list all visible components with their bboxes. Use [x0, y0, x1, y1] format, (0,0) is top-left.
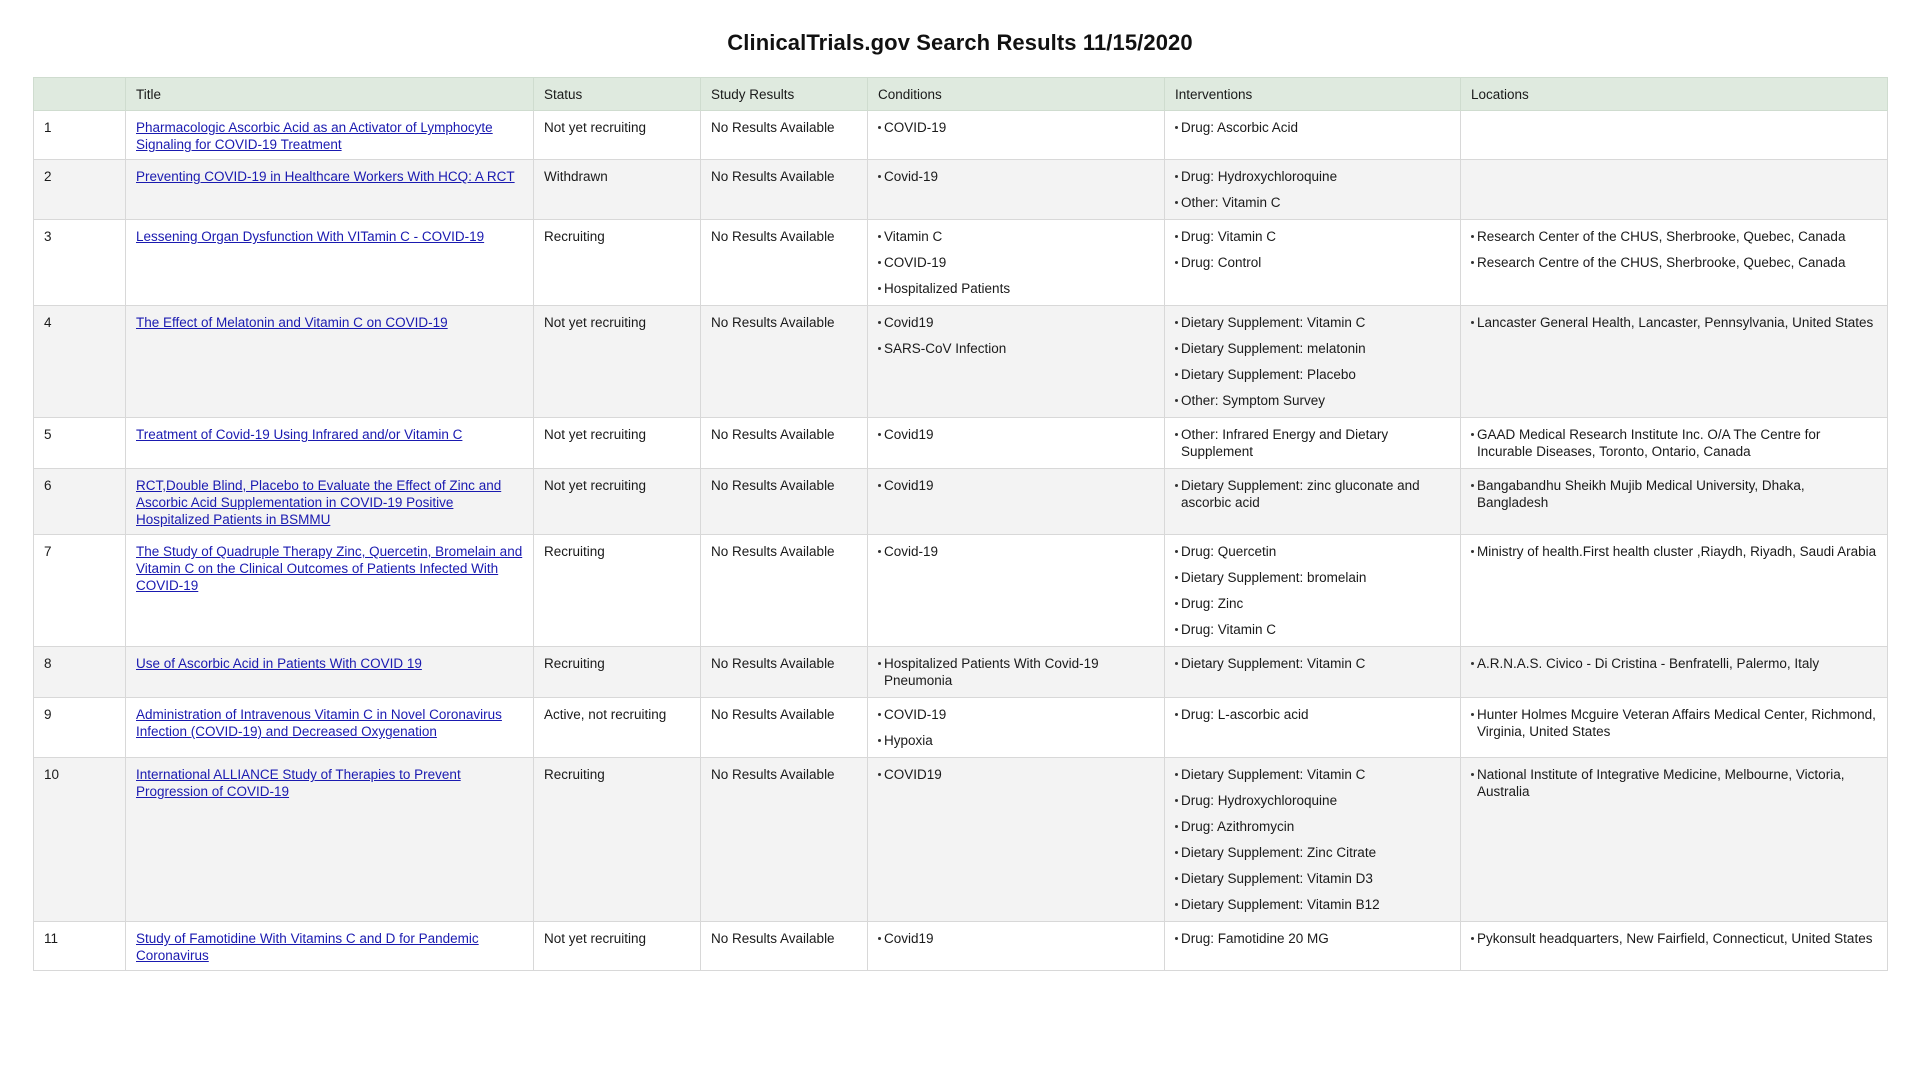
- table-body: [34, 111, 1888, 971]
- condition-item: COVID-19: [878, 254, 1154, 271]
- locations-cell-list: [1471, 228, 1877, 271]
- conditions-cell-list: [878, 314, 1154, 357]
- study-results-cell: No Results Available: [701, 647, 868, 698]
- conditions-cell: [868, 160, 1165, 220]
- trial-title-link[interactable]: Treatment of Covid-19 Using Infrared and/or Vitamin C: [136, 427, 463, 442]
- study-results-cell: No Results Available: [701, 698, 868, 758]
- interventions-cell: [1165, 418, 1461, 469]
- location-item: Research Centre of the CHUS, Sherbrooke, Quebec, Canada: [1471, 254, 1877, 271]
- column-header-study-results: Study Results: [701, 78, 868, 111]
- conditions-cell: [868, 647, 1165, 698]
- locations-cell: [1461, 535, 1888, 647]
- conditions-cell: [868, 535, 1165, 647]
- intervention-item: Dietary Supplement: melatonin: [1175, 340, 1450, 357]
- interventions-cell-list: [1175, 706, 1450, 723]
- conditions-cell-list: [878, 930, 1154, 947]
- interventions-cell-list: [1175, 543, 1450, 638]
- study-results-cell: No Results Available: [701, 469, 868, 535]
- title-cell: [126, 306, 534, 418]
- condition-item: Hypoxia: [878, 732, 1154, 749]
- intervention-item: Drug: Control: [1175, 254, 1450, 271]
- study-results-cell: No Results Available: [701, 306, 868, 418]
- intervention-item: Drug: L-ascorbic acid: [1175, 706, 1450, 723]
- row-number: 2: [34, 160, 126, 220]
- trial-title-link[interactable]: RCT,Double Blind, Placebo to Evaluate the Effect of Zinc and Ascorbic Acid Supplementation in COVID-19 Positive Hospitalized Patients in BSMMU: [136, 478, 502, 527]
- title-cell: [126, 922, 534, 971]
- interventions-cell: [1165, 698, 1461, 758]
- locations-cell: [1461, 111, 1888, 160]
- conditions-cell: [868, 469, 1165, 535]
- trial-title-link[interactable]: Lessening Organ Dysfunction With VITamin C - COVID-19: [136, 229, 485, 244]
- interventions-cell-list: [1175, 314, 1450, 409]
- conditions-cell-list: [878, 119, 1154, 136]
- locations-cell: [1461, 698, 1888, 758]
- intervention-item: Drug: Hydroxychloroquine: [1175, 792, 1450, 809]
- interventions-cell: [1165, 535, 1461, 647]
- condition-item: COVID-19: [878, 119, 1154, 136]
- conditions-cell: [868, 306, 1165, 418]
- locations-cell-list: [1471, 766, 1877, 800]
- intervention-item: Other: Symptom Survey: [1175, 392, 1450, 409]
- intervention-item: Dietary Supplement: Vitamin B12: [1175, 896, 1450, 913]
- condition-item: Hospitalized Patients: [878, 280, 1154, 297]
- condition-item: SARS-CoV Infection: [878, 340, 1154, 357]
- table-row: [34, 647, 1888, 698]
- intervention-item: Dietary Supplement: Placebo: [1175, 366, 1450, 383]
- header-row: [34, 78, 1888, 111]
- interventions-cell-list: [1175, 766, 1450, 913]
- intervention-item: Drug: Zinc: [1175, 595, 1450, 612]
- trial-title-link[interactable]: Pharmacologic Ascorbic Acid as an Activator of Lymphocyte Signaling for COVID-19 Treatment: [136, 120, 493, 152]
- condition-item: Hospitalized Patients With Covid-19 Pneumonia: [878, 655, 1154, 689]
- row-number: 10: [34, 758, 126, 922]
- location-item: Ministry of health.First health cluster ,Riaydh, Riyadh, Saudi Arabia: [1471, 543, 1877, 560]
- interventions-cell: [1165, 647, 1461, 698]
- conditions-cell: [868, 418, 1165, 469]
- study-results-cell: No Results Available: [701, 922, 868, 971]
- interventions-cell-list: [1175, 168, 1450, 211]
- trial-title-link[interactable]: Preventing COVID-19 in Healthcare Workers With HCQ: A RCT: [136, 169, 515, 184]
- locations-cell: [1461, 758, 1888, 922]
- condition-item: COVID-19: [878, 706, 1154, 723]
- column-header-locations: Locations: [1461, 78, 1888, 111]
- interventions-cell: [1165, 220, 1461, 306]
- interventions-cell-list: [1175, 930, 1450, 947]
- status-cell: Not yet recruiting: [534, 306, 701, 418]
- title-cell: [126, 469, 534, 535]
- interventions-cell-list: [1175, 655, 1450, 672]
- conditions-cell: [868, 922, 1165, 971]
- column-header-conditions: Conditions: [868, 78, 1165, 111]
- interventions-cell-list: [1175, 426, 1450, 460]
- conditions-cell-list: [878, 766, 1154, 783]
- intervention-item: Dietary Supplement: Vitamin D3: [1175, 870, 1450, 887]
- interventions-cell-list: [1175, 228, 1450, 271]
- locations-cell: [1461, 306, 1888, 418]
- row-number: 6: [34, 469, 126, 535]
- table-row: [34, 535, 1888, 647]
- intervention-item: Drug: Vitamin C: [1175, 621, 1450, 638]
- row-number: 1: [34, 111, 126, 160]
- locations-cell-list: [1471, 655, 1877, 672]
- locations-cell: [1461, 922, 1888, 971]
- conditions-cell-list: [878, 426, 1154, 443]
- interventions-cell: [1165, 160, 1461, 220]
- interventions-cell: [1165, 469, 1461, 535]
- interventions-cell: [1165, 306, 1461, 418]
- trial-title-link[interactable]: The Effect of Melatonin and Vitamin C on COVID-19: [136, 315, 448, 330]
- locations-cell: [1461, 418, 1888, 469]
- location-item: Pykonsult headquarters, New Fairfield, Connecticut, United States: [1471, 930, 1877, 947]
- interventions-cell-list: [1175, 119, 1450, 136]
- table-row: [34, 922, 1888, 971]
- table-row: [34, 306, 1888, 418]
- title-cell: [126, 647, 534, 698]
- locations-cell-list: [1471, 477, 1877, 511]
- status-cell: Recruiting: [534, 535, 701, 647]
- status-cell: Not yet recruiting: [534, 111, 701, 160]
- interventions-cell-list: [1175, 477, 1450, 511]
- row-number: 9: [34, 698, 126, 758]
- title-cell: [126, 418, 534, 469]
- locations-cell: [1461, 160, 1888, 220]
- interventions-cell: [1165, 922, 1461, 971]
- intervention-item: Drug: Ascorbic Acid: [1175, 119, 1450, 136]
- trial-title-link[interactable]: The Study of Quadruple Therapy Zinc, Quercetin, Bromelain and Vitamin C on the Clinical Outcomes of Patients Infected With COVID-19: [136, 544, 523, 593]
- table-row: [34, 469, 1888, 535]
- intervention-item: Dietary Supplement: bromelain: [1175, 569, 1450, 586]
- location-item: Research Center of the CHUS, Sherbrooke, Quebec, Canada: [1471, 228, 1877, 245]
- study-results-cell: No Results Available: [701, 535, 868, 647]
- conditions-cell-list: [878, 706, 1154, 749]
- location-item: A.R.N.A.S. Civico - Di Cristina - Benfratelli, Palermo, Italy: [1471, 655, 1877, 672]
- column-header-status: Status: [534, 78, 701, 111]
- intervention-item: Dietary Supplement: Zinc Citrate: [1175, 844, 1450, 861]
- study-results-cell: No Results Available: [701, 111, 868, 160]
- location-item: Lancaster General Health, Lancaster, Pennsylvania, United States: [1471, 314, 1877, 331]
- status-cell: Not yet recruiting: [534, 922, 701, 971]
- intervention-item: Drug: Azithromycin: [1175, 818, 1450, 835]
- conditions-cell: [868, 220, 1165, 306]
- intervention-item: Drug: Hydroxychloroquine: [1175, 168, 1450, 185]
- status-cell: Withdrawn: [534, 160, 701, 220]
- table-row: [34, 220, 1888, 306]
- table-row: [34, 758, 1888, 922]
- status-cell: Recruiting: [534, 647, 701, 698]
- condition-item: Vitamin C: [878, 228, 1154, 245]
- intervention-item: Dietary Supplement: zinc gluconate and ascorbic acid: [1175, 477, 1450, 511]
- condition-item: Covid19: [878, 477, 1154, 494]
- title-cell: [126, 220, 534, 306]
- row-number: 3: [34, 220, 126, 306]
- conditions-cell-list: [878, 655, 1154, 689]
- title-cell: [126, 758, 534, 922]
- condition-item: Covid19: [878, 314, 1154, 331]
- conditions-cell-list: [878, 228, 1154, 297]
- condition-item: Covid19: [878, 426, 1154, 443]
- conditions-cell-list: [878, 168, 1154, 185]
- locations-cell: [1461, 220, 1888, 306]
- study-results-cell: No Results Available: [701, 758, 868, 922]
- title-cell: [126, 111, 534, 160]
- location-item: Hunter Holmes Mcguire Veteran Affairs Medical Center, Richmond, Virginia, United States: [1471, 706, 1877, 740]
- row-number: 7: [34, 535, 126, 647]
- trial-title-link[interactable]: Use of Ascorbic Acid in Patients With COVID 19: [136, 656, 422, 671]
- location-item: GAAD Medical Research Institute Inc. O/A The Centre for Incurable Diseases, Toronto, Ontario, Canada: [1471, 426, 1877, 460]
- row-number: 11: [34, 922, 126, 971]
- intervention-item: Drug: Quercetin: [1175, 543, 1450, 560]
- title-cell: [126, 698, 534, 758]
- status-cell: Not yet recruiting: [534, 469, 701, 535]
- table-header: [34, 78, 1888, 111]
- locations-cell: [1461, 469, 1888, 535]
- row-number: 5: [34, 418, 126, 469]
- conditions-cell: [868, 758, 1165, 922]
- intervention-item: Drug: Famotidine 20 MG: [1175, 930, 1450, 947]
- column-header-interventions: Interventions: [1165, 78, 1461, 111]
- locations-cell-list: [1471, 706, 1877, 740]
- conditions-cell: [868, 111, 1165, 160]
- interventions-cell: [1165, 758, 1461, 922]
- trial-title-link[interactable]: International ALLIANCE Study of Therapies to Prevent Progression of COVID-19: [136, 767, 461, 799]
- condition-item: Covid-19: [878, 543, 1154, 560]
- intervention-item: Dietary Supplement: Vitamin C: [1175, 766, 1450, 783]
- intervention-item: Dietary Supplement: Vitamin C: [1175, 655, 1450, 672]
- row-number: 8: [34, 647, 126, 698]
- column-header-title: Title: [126, 78, 534, 111]
- intervention-item: Dietary Supplement: Vitamin C: [1175, 314, 1450, 331]
- status-cell: Recruiting: [534, 758, 701, 922]
- status-cell: Active, not recruiting: [534, 698, 701, 758]
- title-cell: [126, 160, 534, 220]
- locations-cell-list: [1471, 543, 1877, 560]
- status-cell: Not yet recruiting: [534, 418, 701, 469]
- location-item: National Institute of Integrative Medicine, Melbourne, Victoria, Australia: [1471, 766, 1877, 800]
- row-number: 4: [34, 306, 126, 418]
- locations-cell-list: [1471, 426, 1877, 460]
- page-title: ClinicalTrials.gov Search Results 11/15/2020: [727, 30, 1193, 55]
- results-table: [33, 77, 1888, 971]
- conditions-cell-list: [878, 543, 1154, 560]
- conditions-cell: [868, 698, 1165, 758]
- table-row: [34, 111, 1888, 160]
- intervention-item: Other: Infrared Energy and Dietary Supplement: [1175, 426, 1450, 460]
- study-results-cell: No Results Available: [701, 160, 868, 220]
- intervention-item: Drug: Vitamin C: [1175, 228, 1450, 245]
- table-row: [34, 418, 1888, 469]
- table-row: [34, 698, 1888, 758]
- interventions-cell: [1165, 111, 1461, 160]
- study-results-cell: No Results Available: [701, 418, 868, 469]
- status-cell: Recruiting: [534, 220, 701, 306]
- trial-title-link[interactable]: Study of Famotidine With Vitamins C and D for Pandemic Coronavirus: [136, 931, 479, 963]
- study-results-cell: No Results Available: [701, 220, 868, 306]
- condition-item: Covid19: [878, 930, 1154, 947]
- title-cell: [126, 535, 534, 647]
- condition-item: COVID19: [878, 766, 1154, 783]
- column-header-number: [34, 78, 126, 111]
- conditions-cell-list: [878, 477, 1154, 494]
- condition-item: Covid-19: [878, 168, 1154, 185]
- trial-title-link[interactable]: Administration of Intravenous Vitamin C in Novel Coronavirus Infection (COVID-19) and Decreased Oxygenation: [136, 707, 502, 739]
- table-row: [34, 160, 1888, 220]
- location-item: Bangabandhu Sheikh Mujib Medical University, Dhaka, Bangladesh: [1471, 477, 1877, 511]
- intervention-item: Other: Vitamin C: [1175, 194, 1450, 211]
- locations-cell: [1461, 647, 1888, 698]
- locations-cell-list: [1471, 930, 1877, 947]
- locations-cell-list: [1471, 314, 1877, 331]
